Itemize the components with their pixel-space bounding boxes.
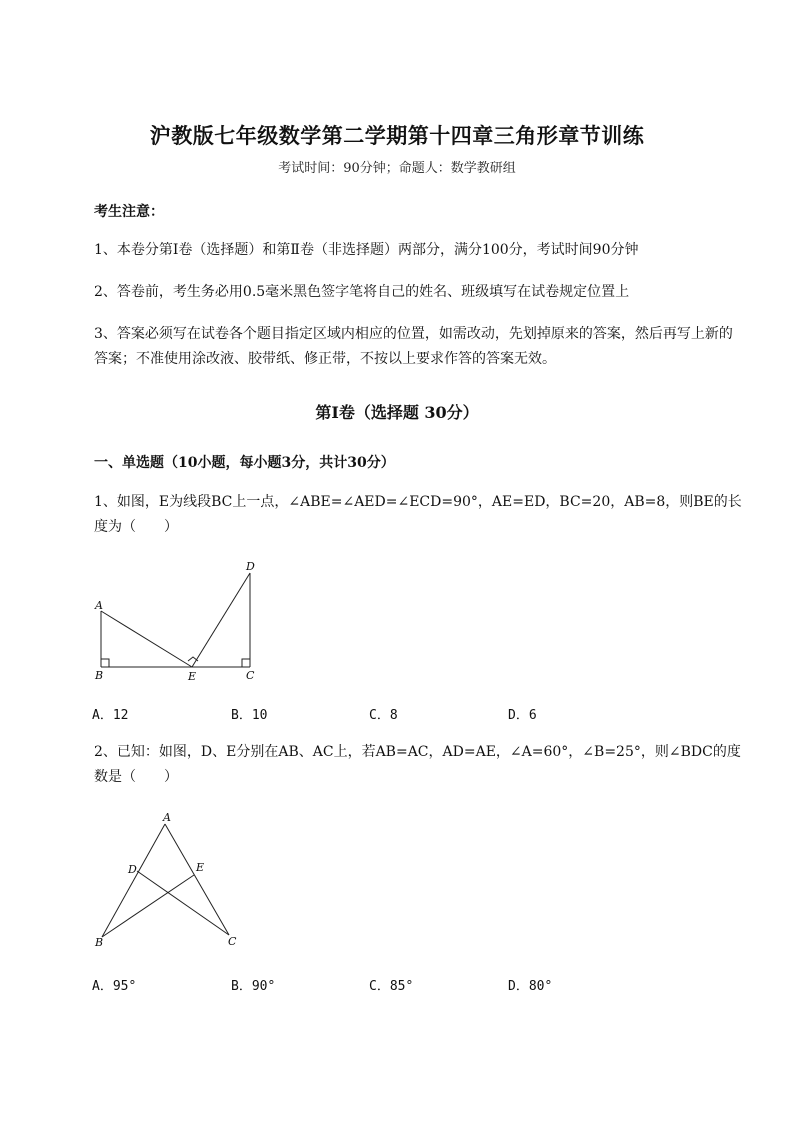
question-1-text: 1、如图，E为线段BC上一点，∠ABE=∠AED=∠ECD=90°，AE=ED，BC=20，AB=8，则BE的长度为（ ） [94,494,742,535]
segment-ab [102,824,165,937]
question-1-option-a[interactable]: A．12 [92,708,129,723]
question-1-figure [88,555,268,685]
exam-info: 考试时间：90分钟；命题人：数学教研组 [278,161,516,176]
segment-ac [165,824,229,935]
part-heading: 一、单选题（10小题，每小题3分，共计30分） [94,455,395,471]
question-1-option-c[interactable]: C．8 [369,708,398,723]
label-c: C [246,669,255,682]
question-2-option-b[interactable]: B．90° [231,979,276,994]
label-e: E [196,861,205,874]
label-c: C [228,935,237,948]
label-a: A [95,599,103,612]
label-d: D [128,863,137,876]
label-e: E [188,670,197,683]
segment-ae [101,611,192,667]
question-2-text: 2、已知：如图，D、E分别在AB、AC上，若AB=AC，AD=AE，∠A=60°，∠B=25°，则∠BDC的度数是（ ） [94,744,741,785]
label-b: B [95,936,104,949]
question-2-figure [88,808,258,953]
right-angle-c [242,659,250,667]
question-2-option-d[interactable]: D．80° [508,979,553,994]
label-b: B [95,669,104,682]
question-2-option-c[interactable]: C．85° [369,979,414,994]
notice-item-3: 3、答案必须写在试卷各个题目指定区域内相应的位置，如需改动，先划掉原来的答案，然后再写上新的答案；不准使用涂改液、胶带纸、修正带，不按以上要求作答的答案无效。 [94,326,733,367]
label-d: D [246,560,255,573]
notice-heading: 考生注意： [94,204,164,220]
segment-ed [192,573,250,667]
question-2-option-a[interactable]: A．95° [92,979,137,994]
label-a: A [163,811,171,824]
question-1-option-b[interactable]: B．10 [231,708,268,723]
right-angle-b [101,659,109,667]
question-1-option-d[interactable]: D．6 [508,708,537,723]
notice-item-1: 1、本卷分第I卷（选择题）和第Ⅱ卷（非选择题）两部分，满分100分，考试时间90分钟 [94,242,639,258]
section-title: 第I卷（选择题 30分） [315,403,479,422]
notice-item-2: 2、答卷前，考生务必用0.5毫米黑色签字笔将自己的姓名、班级填写在试卷规定位置上 [94,284,630,300]
page-title: 沪教版七年级数学第二学期第十四章三角形章节训练 [149,123,645,148]
segment-eb [102,875,194,937]
segment-dc [137,871,229,935]
